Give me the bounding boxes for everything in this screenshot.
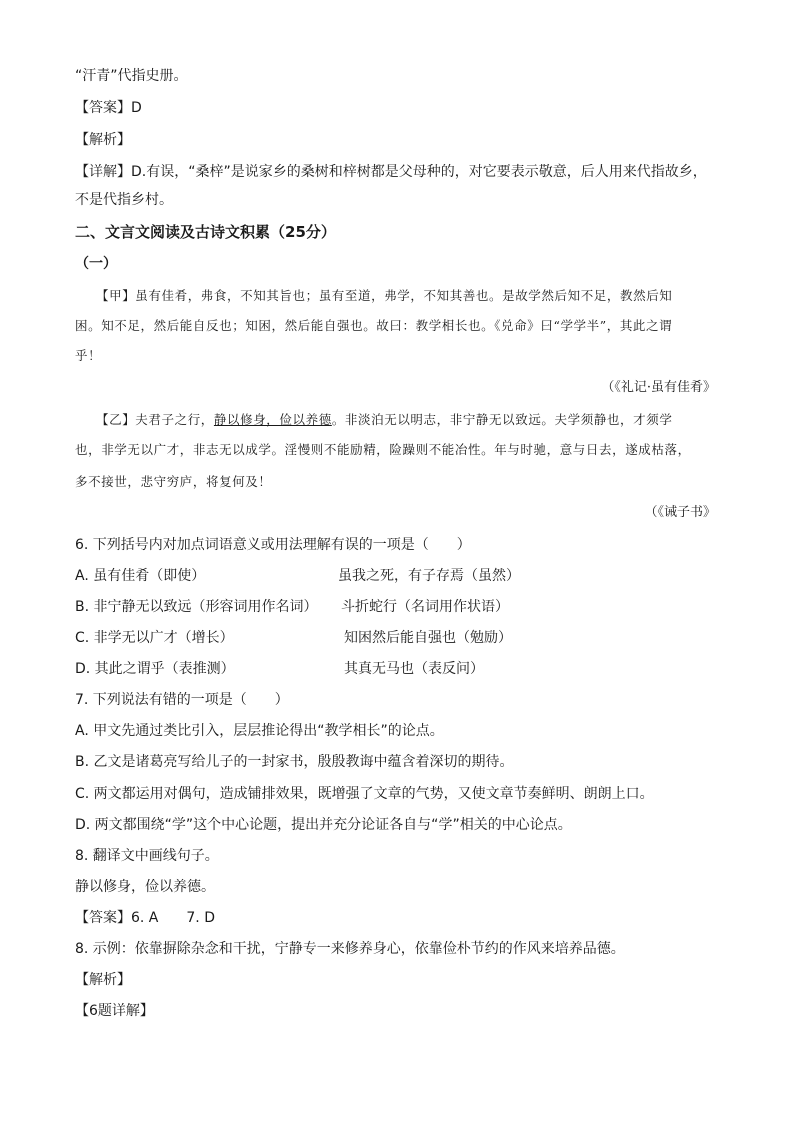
answer-label: 【答案】D [75,100,142,116]
passage-jia-line3: 乎！ [75,348,102,363]
q6-option-a-left: A. 虽有佳肴（即使） [75,568,206,584]
passage-jia-line1: 【甲】虽有佳肴，弗食，不知其旨也；虽有至道，弗学，不知其善也。是故学然后知不足，教然后知 [96,288,673,303]
text-line: “汗青”代指史册。 [75,68,188,84]
q6-option-b-right: 斗折蛇行（名词用作状语） [341,599,509,615]
section-heading: 二、文言文阅读及古诗文积累（25分） [75,223,336,241]
answer-label-2: 【答案】6. A 7. D [75,910,215,926]
q7-option-a: A. 甲文先通过类比引入，层层推论得出“教学相长”的论点。 [75,723,444,739]
analysis-label-2: 【解析】 [75,972,131,988]
passage-jia-line2: 困。知不足，然后能自反也；知困，然后能自强也。故曰：教学相长也。《兑命》曰“学学半”，其此之谓 [75,318,673,333]
question-8: 8. 翻译文中画线句子。 [75,848,219,864]
question-6: 6. 下列括号内对加点词语意义或用法理解有误的一项是（ ） [75,537,471,553]
question-8-sentence: 静以修身，俭以养德。 [75,879,215,895]
passage-yi-line2: 也，非学无以广才，非志无以成学。淫慢则不能励精，险躁则不能冶性。年与时驰，意与日去，遂成枯落， [75,442,691,457]
q7-option-d: D. 两文都围绕“学”这个中心论题，提出并充分论证各自与“学”相关的中心论点。 [75,817,572,833]
q6-option-d-left: D. 其此之谓乎（表推测） [75,661,235,677]
q6-option-c-right: 知困然后能自强也（勉励） [344,630,512,646]
detail-text-cont: 不是代指乡村。 [75,192,173,208]
detail-6-label: 【6题详解】 [75,1003,154,1019]
passage-yi-pre: 【乙】夫君子之行， [96,412,214,427]
q6-option-d-right: 其真无马也（表反问） [344,661,484,677]
analysis-label: 【解析】 [75,132,131,148]
passage-yi-line1 [96,410,672,430]
passage-yi-post: 。非淡泊无以明志，非宁静无以致远。夫学须静也，才须学 [331,412,673,427]
answer-8-text: 8. 示例：依靠摒除杂念和干扰，宁静专一来修养身心，依靠俭朴节约的作风来培养品德。 [75,941,625,957]
q7-option-b: B. 乙文是诸葛亮写给儿子的一封家书，殷殷教诲中蕴含着深切的期待。 [75,754,514,770]
detail-text: 【详解】D.有误，“桑梓”是说家乡的桑树和梓树都是父母种的，对它要表示敬意，后人用来代指故乡， [75,164,707,180]
q6-option-c-left: C. 非学无以广才（增长） [75,630,234,646]
part-heading: （一） [75,256,117,272]
q6-option-b-left: B. 非宁静无以致远（形容词用作名词） [75,599,318,615]
q7-option-c: C. 两文都运用对偶句，造成铺排效果，既增强了文章的气势，又使文章节奏鲜明、朗朗上口。 [75,786,654,802]
underlined-sentence: 静以修身，俭以养德 [213,412,332,427]
passage-source-2: （《诫子书》 [644,505,716,520]
question-7: 7. 下列说法有错的一项是（ ） [75,692,289,708]
q6-option-a-right: 虽我之死，有子存焉（虽然） [338,568,520,584]
passage-yi-line3: 多不接世，悲守穷庐，将复何及！ [75,474,272,489]
passage-source-1: （《礼记·虽有佳肴》 [601,380,716,395]
